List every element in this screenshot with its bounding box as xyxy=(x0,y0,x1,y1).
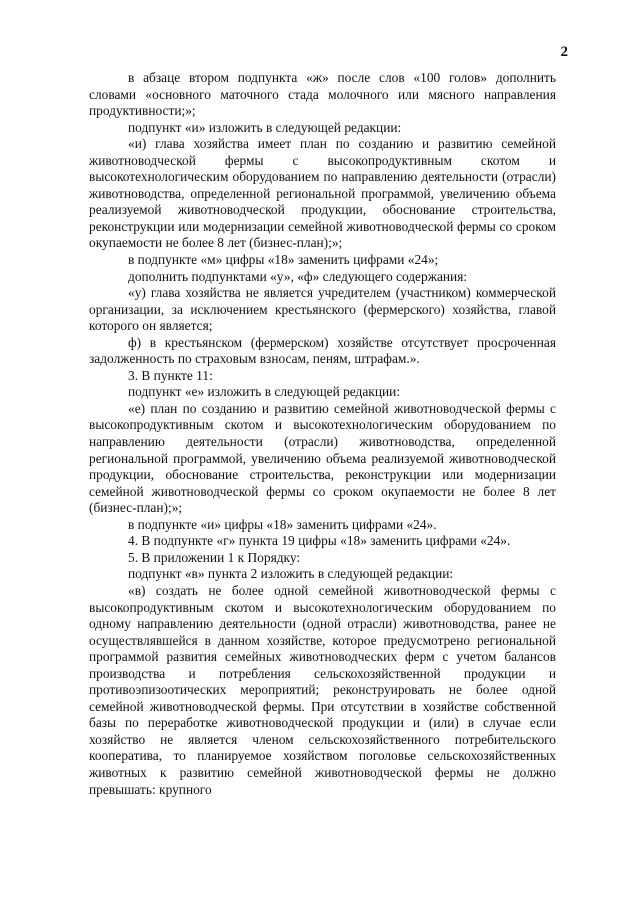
paragraph-15: «в) создать не более одной семейной животноводческой фермы с высокопродуктивным скотом и высокотехнологическим оборудованием по одному направлению деятельности (одной отрасли) животноводства, ранее не осуществлявшейся в данном хозяйстве, которое предусмотрено региональной программой развития семейных животноводческих ферм с учетом балансов производства и потребления сельскохозяйственной продукции и противоэпизоотических мероприятий; реконструировать не более одной семейной животноводческой фермы. При отсутствии в хозяйстве собственной базы по переработке животноводческой продукции и (или) в случае если хозяйство не является членом сельскохозяйственного потребительского кооператива, то планируемое хозяйством поголовье сельскохозяйственных животных к развитию семейной животноводческой фермы не должно превышать: крупного xyxy=(89,582,556,797)
paragraph-11: в подпункте «и» цифры «18» заменить цифрами «24». xyxy=(128,516,437,532)
document-body xyxy=(89,70,556,798)
paragraph-1: в абзаце втором подпункта «ж» после слов «100 голов» дополнить словами «основного маточного стада молочного или мясного направления продуктивности;»; xyxy=(89,70,556,119)
paragraph-4: в подпункте «м» цифры «18» заменить цифрами «24»; xyxy=(128,252,439,268)
paragraph-9: подпункт «е» изложить в следующей редакции: xyxy=(128,384,401,400)
paragraph-14: подпункт «в» пункта 2 изложить в следующей редакции: xyxy=(128,566,454,582)
paragraph-10: «е) план по созданию и развитию семейной животноводческой фермы с высокопродуктивным скотом и высокотехнологическим оборудованием по направлению деятельности (отрасли) животноводства, определенной региональной программой, увеличению объема реализуемой животноводческой продукции, обоснование строительства, реконструкции или модернизации семейной животноводческой фермы со сроком окупаемости не более 8 лет (бизнес-план);»; xyxy=(89,400,556,516)
paragraph-5: дополнить подпунктами «у», «ф» следующего содержания: xyxy=(128,268,468,284)
paragraph-2: подпункт «и» изложить в следующей редакции: xyxy=(128,119,402,135)
paragraph-6: «у) глава хозяйства не является учредителем (участником) коммерческой организации, за исключением крестьянского (фермерского) хозяйства, главой которого он является; xyxy=(89,285,556,334)
paragraph-13: 5. В приложении 1 к Порядку: xyxy=(128,549,301,565)
paragraph-8: 3. В пункте 11: xyxy=(128,367,213,383)
page-number: 2 xyxy=(560,44,568,60)
paragraph-7: ф) в крестьянском (фермерском) хозяйстве отсутствует просроченная задолженность по страховым взносам, пеням, штрафам.». xyxy=(89,334,556,367)
paragraph-12: 4. В подпункте «г» пункта 19 цифры «18» заменить цифрами «24». xyxy=(128,533,511,549)
paragraph-3: «и) глава хозяйства имеет план по созданию и развитию семейной животноводческой фермы с высокопродуктивным скотом и высокотехнологическим оборудованием по направлению деятельности (отрасли) животноводства, определенной региональной программой, увеличению объема реализуемой животноводческой продукции, обоснование строительства, реконструкции или модернизации семейной животноводческой фермы со сроком окупаемости не более 8 лет (бизнес-план);»; xyxy=(89,136,556,251)
